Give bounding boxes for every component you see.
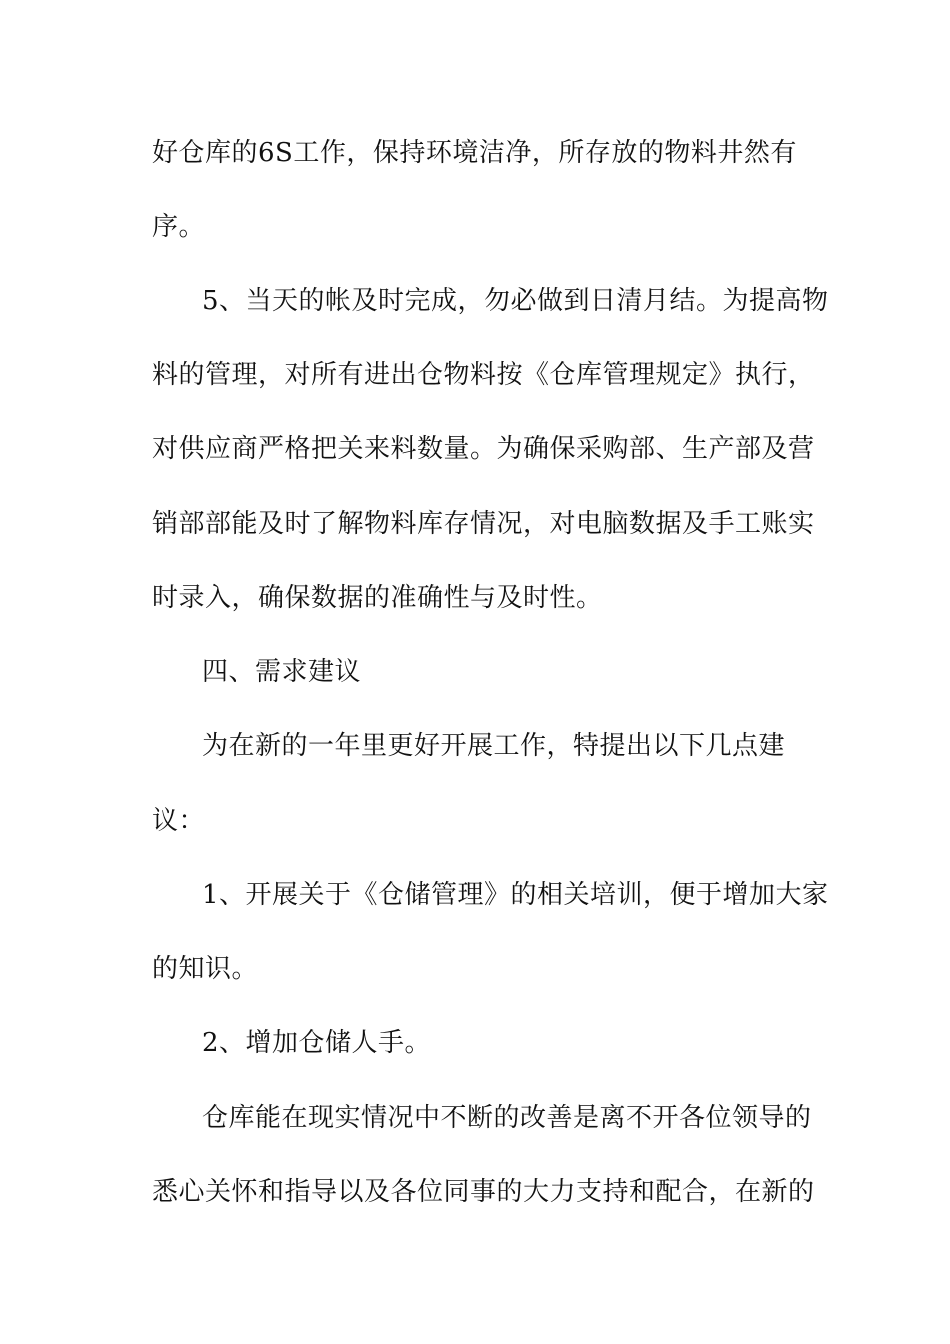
paragraph-line: 仓库能在现实情况中不断的改善是离不开各位领导的 <box>202 1103 812 1133</box>
paragraph-line: 对供应商严格把关来料数量。为确保采购部、生产部及营 <box>152 434 815 464</box>
paragraph-line: 议： <box>152 806 206 836</box>
paragraph-line: 为在新的一年里更好开展工作，特提出以下几点建 <box>202 731 786 761</box>
paragraph-line: 5、当天的帐及时完成，勿必做到日清月结。为提高物 <box>202 286 829 316</box>
paragraph-line: 的知识。 <box>152 954 259 984</box>
paragraph-line: 好仓库的6S工作，保持环境洁净，所存放的物料井然有 <box>152 138 797 168</box>
paragraph-line: 2、增加仓储人手。 <box>202 1028 432 1058</box>
paragraph-line: 悉心关怀和指导以及各位同事的大力支持和配合，在新的 <box>152 1177 815 1207</box>
paragraph-line: 料的管理，对所有进出仓物料按《仓库管理规定》执行， <box>152 360 815 390</box>
paragraph-line: 时录入，确保数据的准确性与及时性。 <box>152 583 603 613</box>
paragraph-line: 序。 <box>152 212 206 242</box>
paragraph-line: 销部部能及时了解物料库存情况，对电脑数据及手工账实 <box>152 509 815 539</box>
section-heading: 四、需求建议 <box>202 657 362 687</box>
paragraph-line: 1、开展关于《仓储管理》的相关培训，便于增加大家 <box>202 880 829 910</box>
